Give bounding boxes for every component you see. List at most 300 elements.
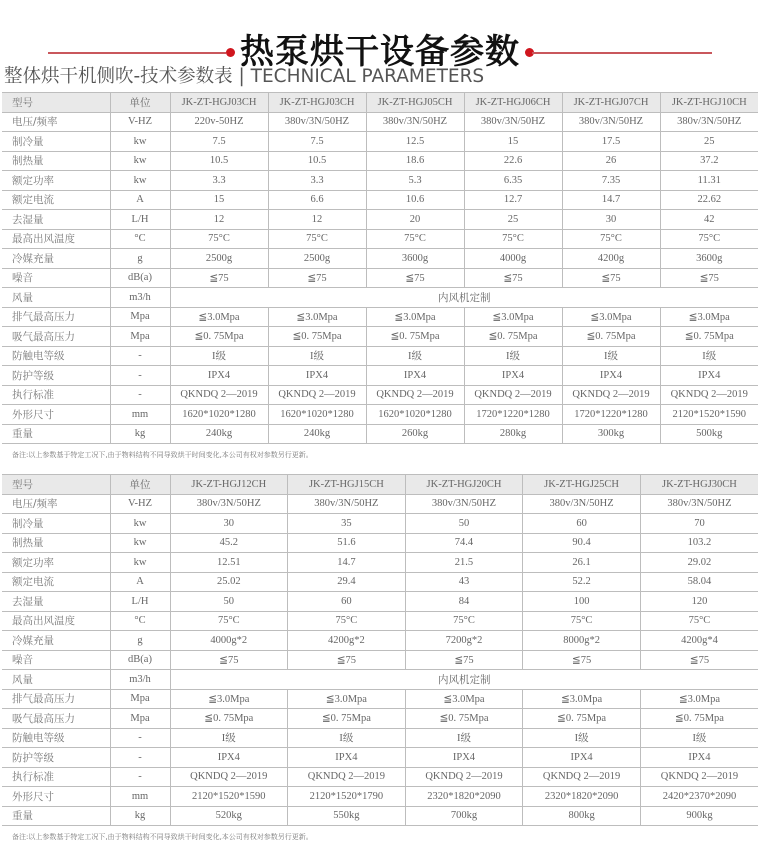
header-model-name: JK-ZT-HGJ07CH bbox=[562, 93, 660, 113]
row-value: 30 bbox=[562, 210, 660, 230]
row-value: ≦0. 75Mpa bbox=[405, 709, 523, 729]
row-unit: mm bbox=[110, 405, 170, 425]
row-unit: °C bbox=[110, 229, 170, 249]
row-unit: Mpa bbox=[110, 689, 170, 709]
row-value: QKNDQ 2—2019 bbox=[288, 767, 406, 787]
row-value: 7.5 bbox=[170, 132, 268, 152]
row-value: 100 bbox=[523, 592, 641, 612]
row-value: ≦75 bbox=[562, 268, 660, 288]
row-unit: g bbox=[110, 631, 170, 651]
row-value: 380v/3N/50HZ bbox=[268, 112, 366, 132]
row-value: ≦3.0Mpa bbox=[464, 307, 562, 327]
row-value: IPX4 bbox=[170, 366, 268, 386]
row-value: 75°C bbox=[268, 229, 366, 249]
row-value: 2120*1520*1590 bbox=[660, 405, 758, 425]
row-value: 12.5 bbox=[366, 132, 464, 152]
row-value: 75°C bbox=[366, 229, 464, 249]
row-value: 58.04 bbox=[640, 572, 758, 592]
row-value: 120 bbox=[640, 592, 758, 612]
row-value: 17.5 bbox=[562, 132, 660, 152]
row-value: 4200g bbox=[562, 249, 660, 269]
row-value: 220v-50HZ bbox=[170, 112, 268, 132]
row-value: 51.6 bbox=[288, 533, 406, 553]
row-label: 排气最高压力 bbox=[2, 307, 110, 327]
row-value: IPX4 bbox=[405, 748, 523, 768]
row-label: 冷媒充量 bbox=[2, 249, 110, 269]
row-unit: V-HZ bbox=[110, 112, 170, 132]
row-unit: Mpa bbox=[110, 327, 170, 347]
header-model-name: JK-ZT-HGJ10CH bbox=[660, 93, 758, 113]
row-value: I级 bbox=[640, 728, 758, 748]
row-value: 10.5 bbox=[170, 151, 268, 171]
row-value: 15 bbox=[170, 190, 268, 210]
row-value: 380v/3N/50HZ bbox=[562, 112, 660, 132]
row-value: 18.6 bbox=[366, 151, 464, 171]
table-row bbox=[2, 171, 758, 191]
row-label: 防护等级 bbox=[2, 366, 110, 386]
row-value: 20 bbox=[366, 210, 464, 230]
row-value: IPX4 bbox=[288, 748, 406, 768]
row-value: 2120*1520*1590 bbox=[170, 787, 288, 807]
row-value: QKNDQ 2—2019 bbox=[464, 385, 562, 405]
row-label: 额定功率 bbox=[2, 171, 110, 191]
table-row bbox=[2, 572, 758, 592]
row-value: 26 bbox=[562, 151, 660, 171]
row-value: ≦3.0Mpa bbox=[288, 689, 406, 709]
row-label: 额定电流 bbox=[2, 190, 110, 210]
table-row-airflow bbox=[2, 670, 758, 690]
row-value: ≦75 bbox=[366, 268, 464, 288]
row-value: ≦3.0Mpa bbox=[523, 689, 641, 709]
table-row bbox=[2, 132, 758, 152]
row-unit: - bbox=[110, 385, 170, 405]
row-value: 5.3 bbox=[366, 171, 464, 191]
row-value: IPX4 bbox=[660, 366, 758, 386]
row-value: 380v/3N/50HZ bbox=[170, 494, 288, 514]
row-value: ≦0. 75Mpa bbox=[366, 327, 464, 347]
row-value: IPX4 bbox=[366, 366, 464, 386]
table-row bbox=[2, 151, 758, 171]
table-row bbox=[2, 307, 758, 327]
row-value: QKNDQ 2—2019 bbox=[405, 767, 523, 787]
row-unit: - bbox=[110, 748, 170, 768]
row-label: 去湿量 bbox=[2, 210, 110, 230]
row-value: ≦0. 75Mpa bbox=[523, 709, 641, 729]
row-unit: A bbox=[110, 190, 170, 210]
row-value: 3.3 bbox=[268, 171, 366, 191]
table-row bbox=[2, 327, 758, 347]
row-label: 额定功率 bbox=[2, 553, 110, 573]
row-unit: L/H bbox=[110, 210, 170, 230]
row-value: QKNDQ 2—2019 bbox=[366, 385, 464, 405]
header-model-name: JK-ZT-HGJ30CH bbox=[640, 475, 758, 495]
row-value: 1620*1020*1280 bbox=[268, 405, 366, 425]
table-row bbox=[2, 650, 758, 670]
row-value: 1720*1220*1280 bbox=[464, 405, 562, 425]
row-value: 75°C bbox=[660, 229, 758, 249]
row-value: ≦75 bbox=[660, 268, 758, 288]
row-value: I级 bbox=[523, 728, 641, 748]
row-value: 240kg bbox=[268, 424, 366, 444]
header-model-name: JK-ZT-HGJ05CH bbox=[366, 93, 464, 113]
row-value: 37.2 bbox=[660, 151, 758, 171]
row-unit: mm bbox=[110, 787, 170, 807]
row-value: 30 bbox=[170, 514, 288, 534]
row-value: ≦3.0Mpa bbox=[366, 307, 464, 327]
row-value: 103.2 bbox=[640, 533, 758, 553]
table-row bbox=[2, 346, 758, 366]
row-value: 21.5 bbox=[405, 553, 523, 573]
row-value: 1720*1220*1280 bbox=[562, 405, 660, 425]
row-label: 制热量 bbox=[2, 533, 110, 553]
row-unit: m3/h bbox=[110, 670, 170, 690]
section-subtitle: 整体烘干机侧吹-技术参数表 | TECHNICAL PARAMETERS bbox=[4, 66, 485, 87]
airflow-value-cell bbox=[170, 288, 758, 308]
row-label: 外形尺寸 bbox=[2, 787, 110, 807]
row-value: 52.2 bbox=[523, 572, 641, 592]
row-unit: Mpa bbox=[110, 307, 170, 327]
row-value: ≦75 bbox=[464, 268, 562, 288]
table-2-note: 备注:以上参数基于特定工况下,由于物料结构不同导致烘干时间变化,本公司有权对参数另行更新。 bbox=[12, 833, 313, 841]
row-value: ≦0. 75Mpa bbox=[268, 327, 366, 347]
row-value: 10.5 bbox=[268, 151, 366, 171]
header-model-name: JK-ZT-HGJ15CH bbox=[288, 475, 406, 495]
header-unit-label: 单位 bbox=[110, 475, 170, 495]
row-label: 防护等级 bbox=[2, 748, 110, 768]
row-value: I级 bbox=[660, 346, 758, 366]
row-value: 550kg bbox=[288, 806, 406, 826]
row-value: 29.4 bbox=[288, 572, 406, 592]
row-unit: kw bbox=[110, 514, 170, 534]
row-label: 噪音 bbox=[2, 268, 110, 288]
row-value: 14.7 bbox=[562, 190, 660, 210]
row-label: 冷媒充量 bbox=[2, 631, 110, 651]
table-row bbox=[2, 514, 758, 534]
table-row bbox=[2, 268, 758, 288]
row-unit: kw bbox=[110, 553, 170, 573]
row-value: 6.35 bbox=[464, 171, 562, 191]
row-value: 380v/3N/50HZ bbox=[366, 112, 464, 132]
row-value: I级 bbox=[366, 346, 464, 366]
row-value: 26.1 bbox=[523, 553, 641, 573]
row-value: 50 bbox=[170, 592, 288, 612]
table-header-row bbox=[2, 93, 758, 113]
table-row bbox=[2, 190, 758, 210]
table-row bbox=[2, 249, 758, 269]
row-value: 29.02 bbox=[640, 553, 758, 573]
row-value: ≦75 bbox=[405, 650, 523, 670]
row-value: ≦0. 75Mpa bbox=[640, 709, 758, 729]
header-model-name: JK-ZT-HGJ20CH bbox=[405, 475, 523, 495]
row-unit: kg bbox=[110, 806, 170, 826]
table-row bbox=[2, 748, 758, 768]
airflow-value: 内风机定制 bbox=[438, 674, 491, 686]
row-label: 外形尺寸 bbox=[2, 405, 110, 425]
row-value: 380v/3N/50HZ bbox=[464, 112, 562, 132]
row-value: QKNDQ 2—2019 bbox=[660, 385, 758, 405]
row-value: 70 bbox=[640, 514, 758, 534]
header-model-name: JK-ZT-HGJ12CH bbox=[170, 475, 288, 495]
row-value: QKNDQ 2—2019 bbox=[170, 385, 268, 405]
row-value: I级 bbox=[268, 346, 366, 366]
row-unit: kw bbox=[110, 132, 170, 152]
row-value: 22.6 bbox=[464, 151, 562, 171]
row-value: 6.6 bbox=[268, 190, 366, 210]
row-unit: kw bbox=[110, 533, 170, 553]
row-value: 12 bbox=[170, 210, 268, 230]
row-value: ≦75 bbox=[170, 268, 268, 288]
row-value: 75°C bbox=[640, 611, 758, 631]
row-value: QKNDQ 2—2019 bbox=[170, 767, 288, 787]
table-row bbox=[2, 424, 758, 444]
row-value: ≦75 bbox=[523, 650, 641, 670]
row-value: ≦0. 75Mpa bbox=[288, 709, 406, 729]
row-value: 1620*1020*1280 bbox=[170, 405, 268, 425]
row-value: 700kg bbox=[405, 806, 523, 826]
row-value: 2420*2370*2090 bbox=[640, 787, 758, 807]
row-unit: g bbox=[110, 249, 170, 269]
table-row bbox=[2, 533, 758, 553]
row-value: 4200g*2 bbox=[288, 631, 406, 651]
row-label: 制冷量 bbox=[2, 514, 110, 534]
row-value: ≦3.0Mpa bbox=[660, 307, 758, 327]
row-value: 380v/3N/50HZ bbox=[640, 494, 758, 514]
row-value: 380v/3N/50HZ bbox=[523, 494, 641, 514]
row-value: ≦3.0Mpa bbox=[562, 307, 660, 327]
page-title: 热泵烘干设备参数 bbox=[240, 32, 520, 72]
row-value: QKNDQ 2—2019 bbox=[562, 385, 660, 405]
row-label: 风量 bbox=[2, 288, 110, 308]
row-value: 7.5 bbox=[268, 132, 366, 152]
row-value: 22.62 bbox=[660, 190, 758, 210]
row-value: 10.6 bbox=[366, 190, 464, 210]
row-value: 7.35 bbox=[562, 171, 660, 191]
row-value: ≦0. 75Mpa bbox=[170, 327, 268, 347]
row-value: 520kg bbox=[170, 806, 288, 826]
table-row bbox=[2, 405, 758, 425]
row-unit: dB(a) bbox=[110, 650, 170, 670]
table-row bbox=[2, 385, 758, 405]
row-value: 75°C bbox=[523, 611, 641, 631]
table-row bbox=[2, 229, 758, 249]
row-value: 800kg bbox=[523, 806, 641, 826]
row-value: 2320*1820*2090 bbox=[405, 787, 523, 807]
row-value: IPX4 bbox=[464, 366, 562, 386]
row-label: 防触电等级 bbox=[2, 346, 110, 366]
row-value: 380v/3N/50HZ bbox=[660, 112, 758, 132]
row-unit: - bbox=[110, 728, 170, 748]
row-value: 75°C bbox=[288, 611, 406, 631]
row-label: 吸气最高压力 bbox=[2, 709, 110, 729]
row-label: 重量 bbox=[2, 424, 110, 444]
row-value: 90.4 bbox=[523, 533, 641, 553]
row-value: 75°C bbox=[562, 229, 660, 249]
row-value: 11.31 bbox=[660, 171, 758, 191]
header-model-label: 型号 bbox=[2, 93, 110, 113]
row-label: 排气最高压力 bbox=[2, 689, 110, 709]
title-banner bbox=[0, 12, 760, 72]
row-value: 4000g*2 bbox=[170, 631, 288, 651]
row-value: 74.4 bbox=[405, 533, 523, 553]
row-unit: Mpa bbox=[110, 709, 170, 729]
row-value: 260kg bbox=[366, 424, 464, 444]
table-row bbox=[2, 709, 758, 729]
row-value: ≦3.0Mpa bbox=[268, 307, 366, 327]
table-row bbox=[2, 787, 758, 807]
header-model-label: 型号 bbox=[2, 475, 110, 495]
row-value: 240kg bbox=[170, 424, 268, 444]
airflow-value-cell bbox=[170, 670, 758, 690]
row-value: I级 bbox=[170, 728, 288, 748]
row-value: 900kg bbox=[640, 806, 758, 826]
row-value: 2120*1520*1790 bbox=[288, 787, 406, 807]
row-value: 60 bbox=[523, 514, 641, 534]
row-unit: - bbox=[110, 346, 170, 366]
table-row bbox=[2, 767, 758, 787]
row-value: 75°C bbox=[170, 229, 268, 249]
row-value: 7200g*2 bbox=[405, 631, 523, 651]
table-row bbox=[2, 592, 758, 612]
row-value: 25 bbox=[660, 132, 758, 152]
row-value: 25 bbox=[464, 210, 562, 230]
row-label: 吸气最高压力 bbox=[2, 327, 110, 347]
row-value: 3600g bbox=[366, 249, 464, 269]
row-value: 50 bbox=[405, 514, 523, 534]
row-label: 执行标准 bbox=[2, 385, 110, 405]
table-row bbox=[2, 112, 758, 132]
row-value: 42 bbox=[660, 210, 758, 230]
row-value: 60 bbox=[288, 592, 406, 612]
row-value: 12 bbox=[268, 210, 366, 230]
row-value: 500kg bbox=[660, 424, 758, 444]
row-value: ≦75 bbox=[288, 650, 406, 670]
table-row bbox=[2, 631, 758, 651]
row-value: 75°C bbox=[405, 611, 523, 631]
row-value: 75°C bbox=[464, 229, 562, 249]
row-value: 3600g bbox=[660, 249, 758, 269]
row-value: 300kg bbox=[562, 424, 660, 444]
airflow-value: 内风机定制 bbox=[438, 292, 491, 304]
row-label: 最高出风温度 bbox=[2, 611, 110, 631]
row-value: I级 bbox=[464, 346, 562, 366]
header-model-name: JK-ZT-HGJ03CH bbox=[268, 93, 366, 113]
row-unit: kg bbox=[110, 424, 170, 444]
row-value: 4200g*4 bbox=[640, 631, 758, 651]
row-value: IPX4 bbox=[562, 366, 660, 386]
row-value: QKNDQ 2—2019 bbox=[523, 767, 641, 787]
table-row bbox=[2, 806, 758, 826]
row-value: 2500g bbox=[170, 249, 268, 269]
table-row bbox=[2, 210, 758, 230]
row-value: 43 bbox=[405, 572, 523, 592]
row-label: 额定电流 bbox=[2, 572, 110, 592]
row-unit: °C bbox=[110, 611, 170, 631]
row-value: 2320*1820*2090 bbox=[523, 787, 641, 807]
row-unit: m3/h bbox=[110, 288, 170, 308]
row-value: ≦0. 75Mpa bbox=[562, 327, 660, 347]
row-unit: kw bbox=[110, 171, 170, 191]
spec-table-2 bbox=[2, 474, 758, 826]
row-value: ≦75 bbox=[640, 650, 758, 670]
row-value: I级 bbox=[288, 728, 406, 748]
row-value: ≦0. 75Mpa bbox=[660, 327, 758, 347]
row-value: QKNDQ 2—2019 bbox=[640, 767, 758, 787]
row-value: I级 bbox=[405, 728, 523, 748]
row-value: 75°C bbox=[170, 611, 288, 631]
row-value: IPX4 bbox=[170, 748, 288, 768]
row-label: 噪音 bbox=[2, 650, 110, 670]
table-row bbox=[2, 728, 758, 748]
header-model-name: JK-ZT-HGJ03CH bbox=[170, 93, 268, 113]
row-unit: - bbox=[110, 767, 170, 787]
row-value: 1620*1020*1280 bbox=[366, 405, 464, 425]
title-right-line bbox=[532, 52, 712, 54]
table-row bbox=[2, 611, 758, 631]
table-header-row bbox=[2, 475, 758, 495]
row-value: ≦3.0Mpa bbox=[170, 689, 288, 709]
row-value: 84 bbox=[405, 592, 523, 612]
row-value: 8000g*2 bbox=[523, 631, 641, 651]
row-label: 电压/频率 bbox=[2, 112, 110, 132]
row-label: 最高出风温度 bbox=[2, 229, 110, 249]
row-value: 12.51 bbox=[170, 553, 288, 573]
row-label: 制冷量 bbox=[2, 132, 110, 152]
row-label: 防触电等级 bbox=[2, 728, 110, 748]
row-value: 2500g bbox=[268, 249, 366, 269]
row-unit: kw bbox=[110, 151, 170, 171]
row-value: ≦0. 75Mpa bbox=[464, 327, 562, 347]
table-row bbox=[2, 366, 758, 386]
row-value: ≦3.0Mpa bbox=[170, 307, 268, 327]
row-value: ≦75 bbox=[170, 650, 288, 670]
row-value: I级 bbox=[170, 346, 268, 366]
row-value: 45.2 bbox=[170, 533, 288, 553]
table-1-note: 备注:以上参数基于特定工况下,由于物料结构不同导致烘干时间变化,本公司有权对参数另行更新。 bbox=[12, 451, 313, 459]
row-value: IPX4 bbox=[268, 366, 366, 386]
row-value: 4000g bbox=[464, 249, 562, 269]
row-value: 15 bbox=[464, 132, 562, 152]
row-value: ≦3.0Mpa bbox=[640, 689, 758, 709]
row-value: 3.3 bbox=[170, 171, 268, 191]
spec-table-1 bbox=[2, 92, 758, 444]
row-unit: L/H bbox=[110, 592, 170, 612]
row-value: 35 bbox=[288, 514, 406, 534]
row-value: 380v/3N/50HZ bbox=[288, 494, 406, 514]
row-unit: V-HZ bbox=[110, 494, 170, 514]
row-value: ≦0. 75Mpa bbox=[170, 709, 288, 729]
table-row bbox=[2, 494, 758, 514]
header-unit-label: 单位 bbox=[110, 93, 170, 113]
table-row bbox=[2, 553, 758, 573]
header-model-name: JK-ZT-HGJ06CH bbox=[464, 93, 562, 113]
row-value: ≦3.0Mpa bbox=[405, 689, 523, 709]
row-value: IPX4 bbox=[640, 748, 758, 768]
row-value: 14.7 bbox=[288, 553, 406, 573]
row-value: 280kg bbox=[464, 424, 562, 444]
table-row-airflow bbox=[2, 288, 758, 308]
row-value: 25.02 bbox=[170, 572, 288, 592]
row-label: 执行标准 bbox=[2, 767, 110, 787]
row-value: 12.7 bbox=[464, 190, 562, 210]
row-label: 风量 bbox=[2, 670, 110, 690]
row-unit: - bbox=[110, 366, 170, 386]
table-row bbox=[2, 689, 758, 709]
row-value: ≦75 bbox=[268, 268, 366, 288]
row-label: 去湿量 bbox=[2, 592, 110, 612]
row-value: I级 bbox=[562, 346, 660, 366]
row-label: 电压/频率 bbox=[2, 494, 110, 514]
row-unit: A bbox=[110, 572, 170, 592]
